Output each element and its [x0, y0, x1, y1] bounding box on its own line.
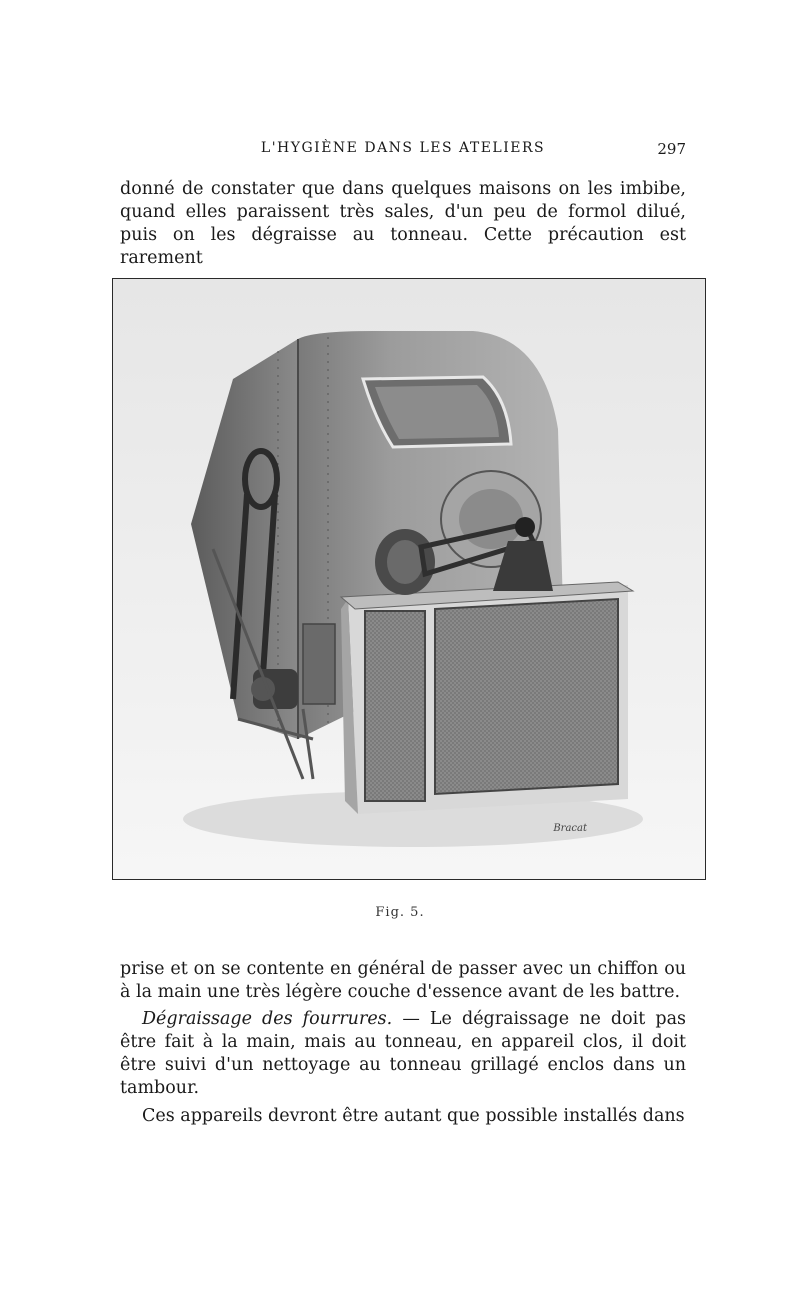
paragraph-continued: prise et on se contente en général de passer avec un chiffon ou à la main une très légère couche d'essence avant de les battre.: [120, 959, 686, 1002]
figure-illustration: [112, 278, 706, 880]
degreasing-machine-drawing: [113, 279, 705, 879]
section-heading-degreasing: Dégraissage des fourrures.: [142, 1009, 393, 1029]
page-header: [120, 140, 686, 162]
engraver-signature: Bracat: [553, 823, 587, 834]
figure-caption: Fig. 5.: [375, 905, 425, 920]
paragraph-degreasing: [120, 1008, 686, 1100]
running-title: L'HYGIÈNE DANS LES ATELIERS: [260, 140, 546, 156]
paragraph-degreasing-body: — Le dégraissage ne doit pas être fait à la main, mais au tonneau, en appareil clos, il doit être suivi d'un nettoyage au tonneau grillagé enclos dans un tambour.: [120, 1009, 687, 1098]
page-number: 297: [657, 140, 686, 158]
paragraph-last: Ces appareils devront être autant que possible installés dans: [142, 1106, 685, 1126]
paragraph-top: donné de constater que dans quelques maisons on les imbibe, quand elles paraissent très sales, d'un peu de formol dilué, puis on les dégraisse au tonneau. Cette précaution est rarement: [120, 179, 686, 268]
